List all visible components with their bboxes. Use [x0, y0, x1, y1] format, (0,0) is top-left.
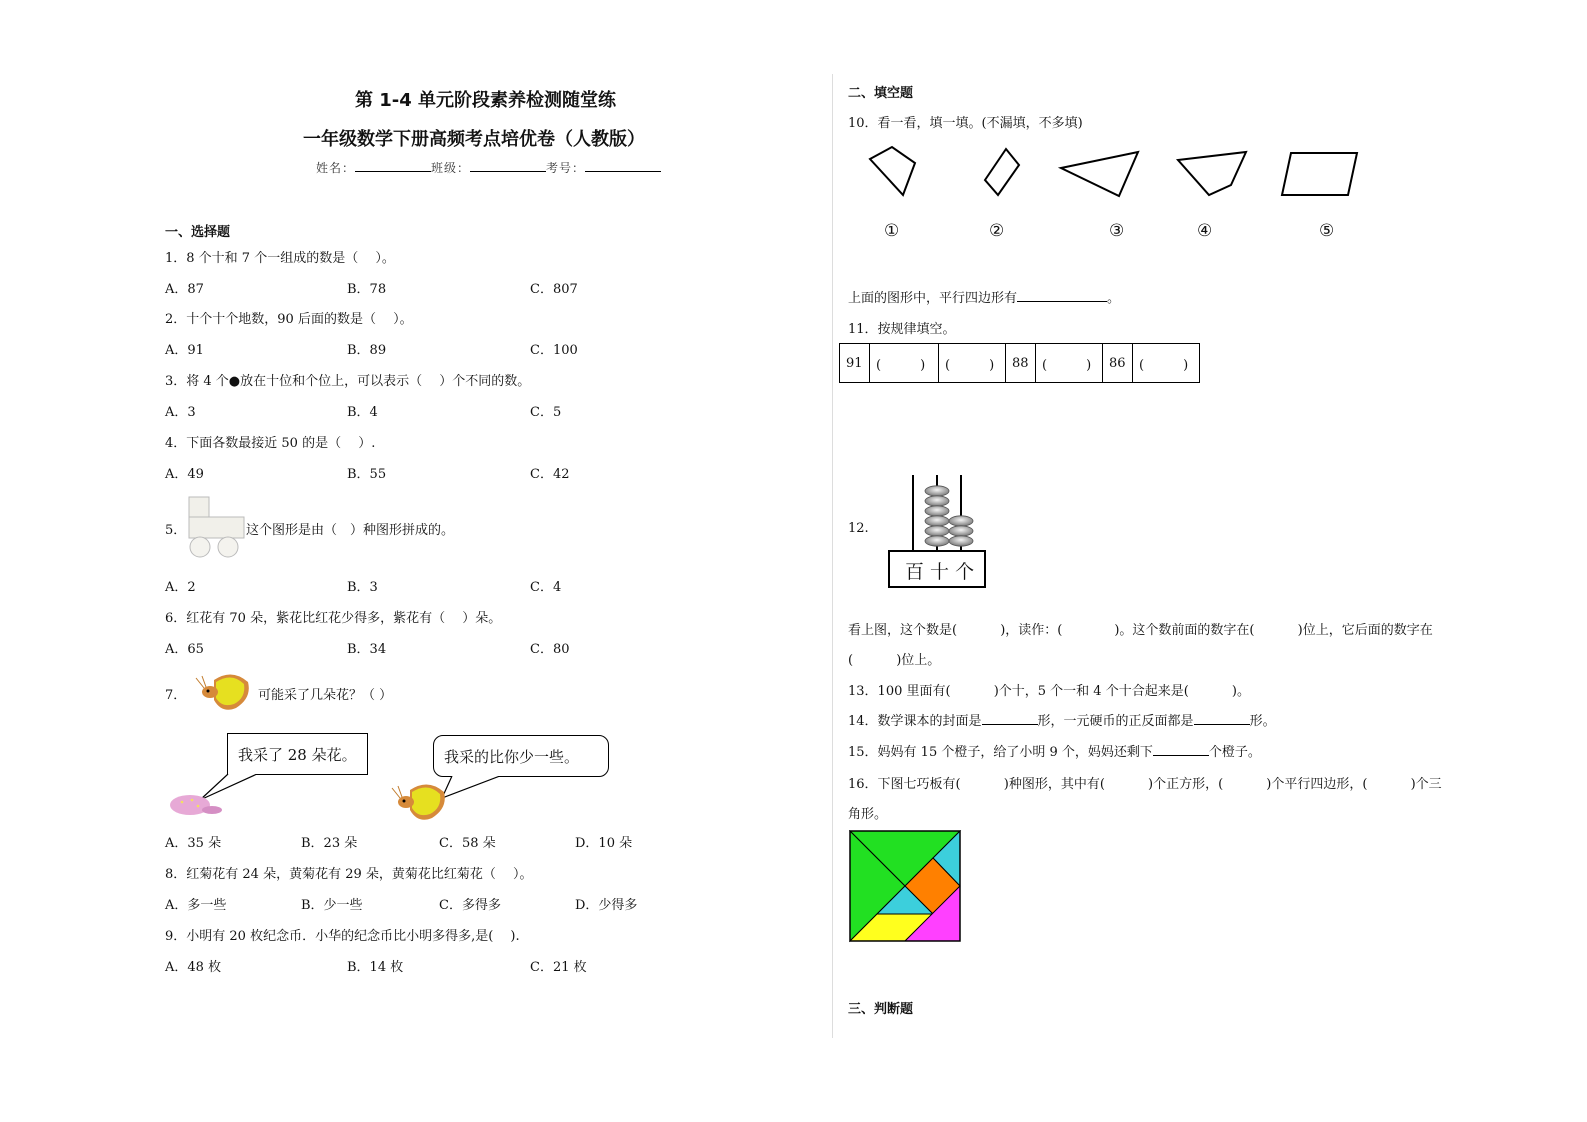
option-a[interactable]: A．多一些	[165, 898, 227, 913]
title-line-1: 第 1-4 单元阶段素养检测随堂练	[355, 90, 617, 111]
student-info-row	[316, 159, 661, 176]
tangram-figure	[849, 830, 962, 943]
shape-label-2: ②	[989, 221, 1005, 241]
option-a[interactable]: A．2	[165, 580, 196, 595]
option-a[interactable]: A．91	[165, 343, 204, 358]
section-heading-fill: 二、填空题	[848, 86, 914, 101]
option-a[interactable]: A．87	[165, 282, 204, 297]
option-d[interactable]: D．10 朵	[575, 836, 633, 851]
option-c[interactable]: C．807	[530, 282, 578, 297]
option-b[interactable]: B．78	[347, 282, 387, 297]
speech-bubble-left: 我采了 28 朵花。	[227, 733, 368, 775]
column-divider	[832, 74, 833, 1038]
number-sequence-table	[839, 343, 1200, 383]
cart-shape-figure	[188, 496, 246, 558]
sequence-cell: 88	[1006, 344, 1036, 383]
bubble-tail-right	[440, 776, 510, 806]
option-b[interactable]: B．4	[347, 405, 378, 420]
option-b[interactable]: B．55	[347, 467, 387, 482]
quadrilateral-shapes	[860, 145, 1370, 205]
butterfly-icon	[192, 670, 252, 714]
snail-icon	[168, 792, 230, 818]
option-c[interactable]: C．42	[530, 467, 570, 482]
option-b[interactable]: B．89	[347, 343, 387, 358]
question-number: 7．	[165, 688, 187, 703]
abacus-place-labels: 百 十 个	[905, 561, 975, 583]
q16-text-line-2: 角形。	[848, 807, 888, 822]
q14-blank-1[interactable]	[982, 712, 1038, 725]
option-b[interactable]: B．34	[347, 642, 387, 657]
q12-text-line-2: ( )位上。	[848, 653, 941, 668]
option-a[interactable]: A．35 朵	[165, 836, 222, 851]
sequence-blank-cell[interactable]: ( )	[939, 344, 1006, 383]
option-c[interactable]: C．58 朵	[439, 836, 496, 851]
sequence-cell: 86	[1103, 344, 1133, 383]
option-c[interactable]: C．多得多	[439, 898, 501, 913]
exam-no-label: 考号：	[546, 161, 586, 175]
question-stem: 11．按规律填空。	[848, 322, 956, 337]
option-c[interactable]: C．4	[530, 580, 562, 595]
shape-label-1: ①	[884, 221, 900, 241]
option-a[interactable]: A．48 枚	[165, 960, 222, 975]
question-number: 12.	[848, 521, 869, 536]
option-a[interactable]: A．3	[165, 405, 196, 420]
shape-label-3: ③	[1109, 221, 1125, 241]
q10-answer-blank[interactable]	[1017, 289, 1107, 302]
question-stem: 可能采了几朵花？（ ）	[258, 688, 393, 703]
option-b[interactable]: B．3	[347, 580, 378, 595]
option-c[interactable]: C．100	[530, 343, 578, 358]
option-d[interactable]: D．少得多	[575, 898, 638, 913]
question-number: 5．	[165, 523, 187, 538]
question-stem: 8．红菊花有 24 朵，黄菊花有 29 朵，黄菊花比红菊花（ ）。	[165, 867, 533, 882]
question-stem: 这个图形是由（ ）种图形拼成的。	[246, 523, 455, 538]
option-c[interactable]: C．80	[530, 642, 570, 657]
title-line-2: 一年级数学下册高频考点培优卷（人教版）	[303, 129, 645, 150]
q12-text-line-1: 看上图，这个数是( )，读作：( )。这个数前面的数字在( )位上，它后面的数字在	[848, 623, 1433, 638]
q10-answer-line: 上面的图形中，平行四边形有 。	[848, 291, 1121, 306]
question-14: 14．数学课本的封面是 形，一元硬币的正反面都是 形。	[848, 714, 1276, 729]
section-heading-choice: 一、选择题	[165, 225, 231, 240]
question-stem: 10．看一看，填一填。(不漏填，不多填)	[848, 116, 1083, 131]
class-field[interactable]	[470, 159, 546, 172]
name-field[interactable]	[355, 159, 431, 172]
shape-label-5: ⑤	[1319, 221, 1335, 241]
option-c[interactable]: C．21 枚	[530, 960, 587, 975]
q14-blank-2[interactable]	[1194, 712, 1250, 725]
speech-bubble-right: 我采的比你少一些。	[433, 735, 609, 777]
exam-no-field[interactable]	[585, 159, 661, 172]
question-15: 15．妈妈有 15 个橙子，给了小明 9 个，妈妈还剩下 个橙子。	[848, 745, 1261, 760]
question-stem: 9．小明有 20 枚纪念币．小华的纪念币比小明多得多,是( ).	[165, 929, 520, 944]
name-label: 姓名：	[316, 161, 356, 175]
q15-blank[interactable]	[1153, 743, 1209, 756]
question-stem: 6．红花有 70 朵，紫花比红花少得多，紫花有（ ）朵。	[165, 611, 502, 626]
question-stem: 2．十个十个地数，90 后面的数是（ ）。	[165, 312, 413, 327]
option-a[interactable]: A．65	[165, 642, 204, 657]
option-b[interactable]: B．少一些	[301, 898, 363, 913]
option-c[interactable]: C．5	[530, 405, 562, 420]
shape-label-4: ④	[1197, 221, 1213, 241]
sequence-blank-cell[interactable]: ( )	[1036, 344, 1103, 383]
section-heading-judge: 三、判断题	[848, 1002, 914, 1017]
class-label: 班级：	[431, 161, 471, 175]
option-b[interactable]: B．14 枚	[347, 960, 404, 975]
question-stem: 1．8 个十和 7 个一组成的数是（ ）。	[165, 251, 395, 266]
option-a[interactable]: A．49	[165, 467, 204, 482]
question-stem: 3．将 4 个●放在十位和个位上，可以表示（ ）个不同的数。	[165, 374, 531, 389]
question-stem: 13．100 里面有( )个十，5 个一和 4 个十合起来是( )。	[848, 684, 1250, 699]
butterfly-icon	[388, 780, 448, 822]
option-b[interactable]: B．23 朵	[301, 836, 358, 851]
sequence-blank-cell[interactable]: ( )	[1133, 344, 1200, 383]
sequence-cell: 91	[840, 344, 870, 383]
sequence-blank-cell[interactable]: ( )	[870, 344, 939, 383]
q16-text-line-1: 16．下图七巧板有( )种图形，其中有( )个正方形，( )个平行四边形，( )个三	[848, 777, 1442, 792]
question-stem: 4．下面各数最接近 50 的是（ ）.	[165, 436, 376, 451]
